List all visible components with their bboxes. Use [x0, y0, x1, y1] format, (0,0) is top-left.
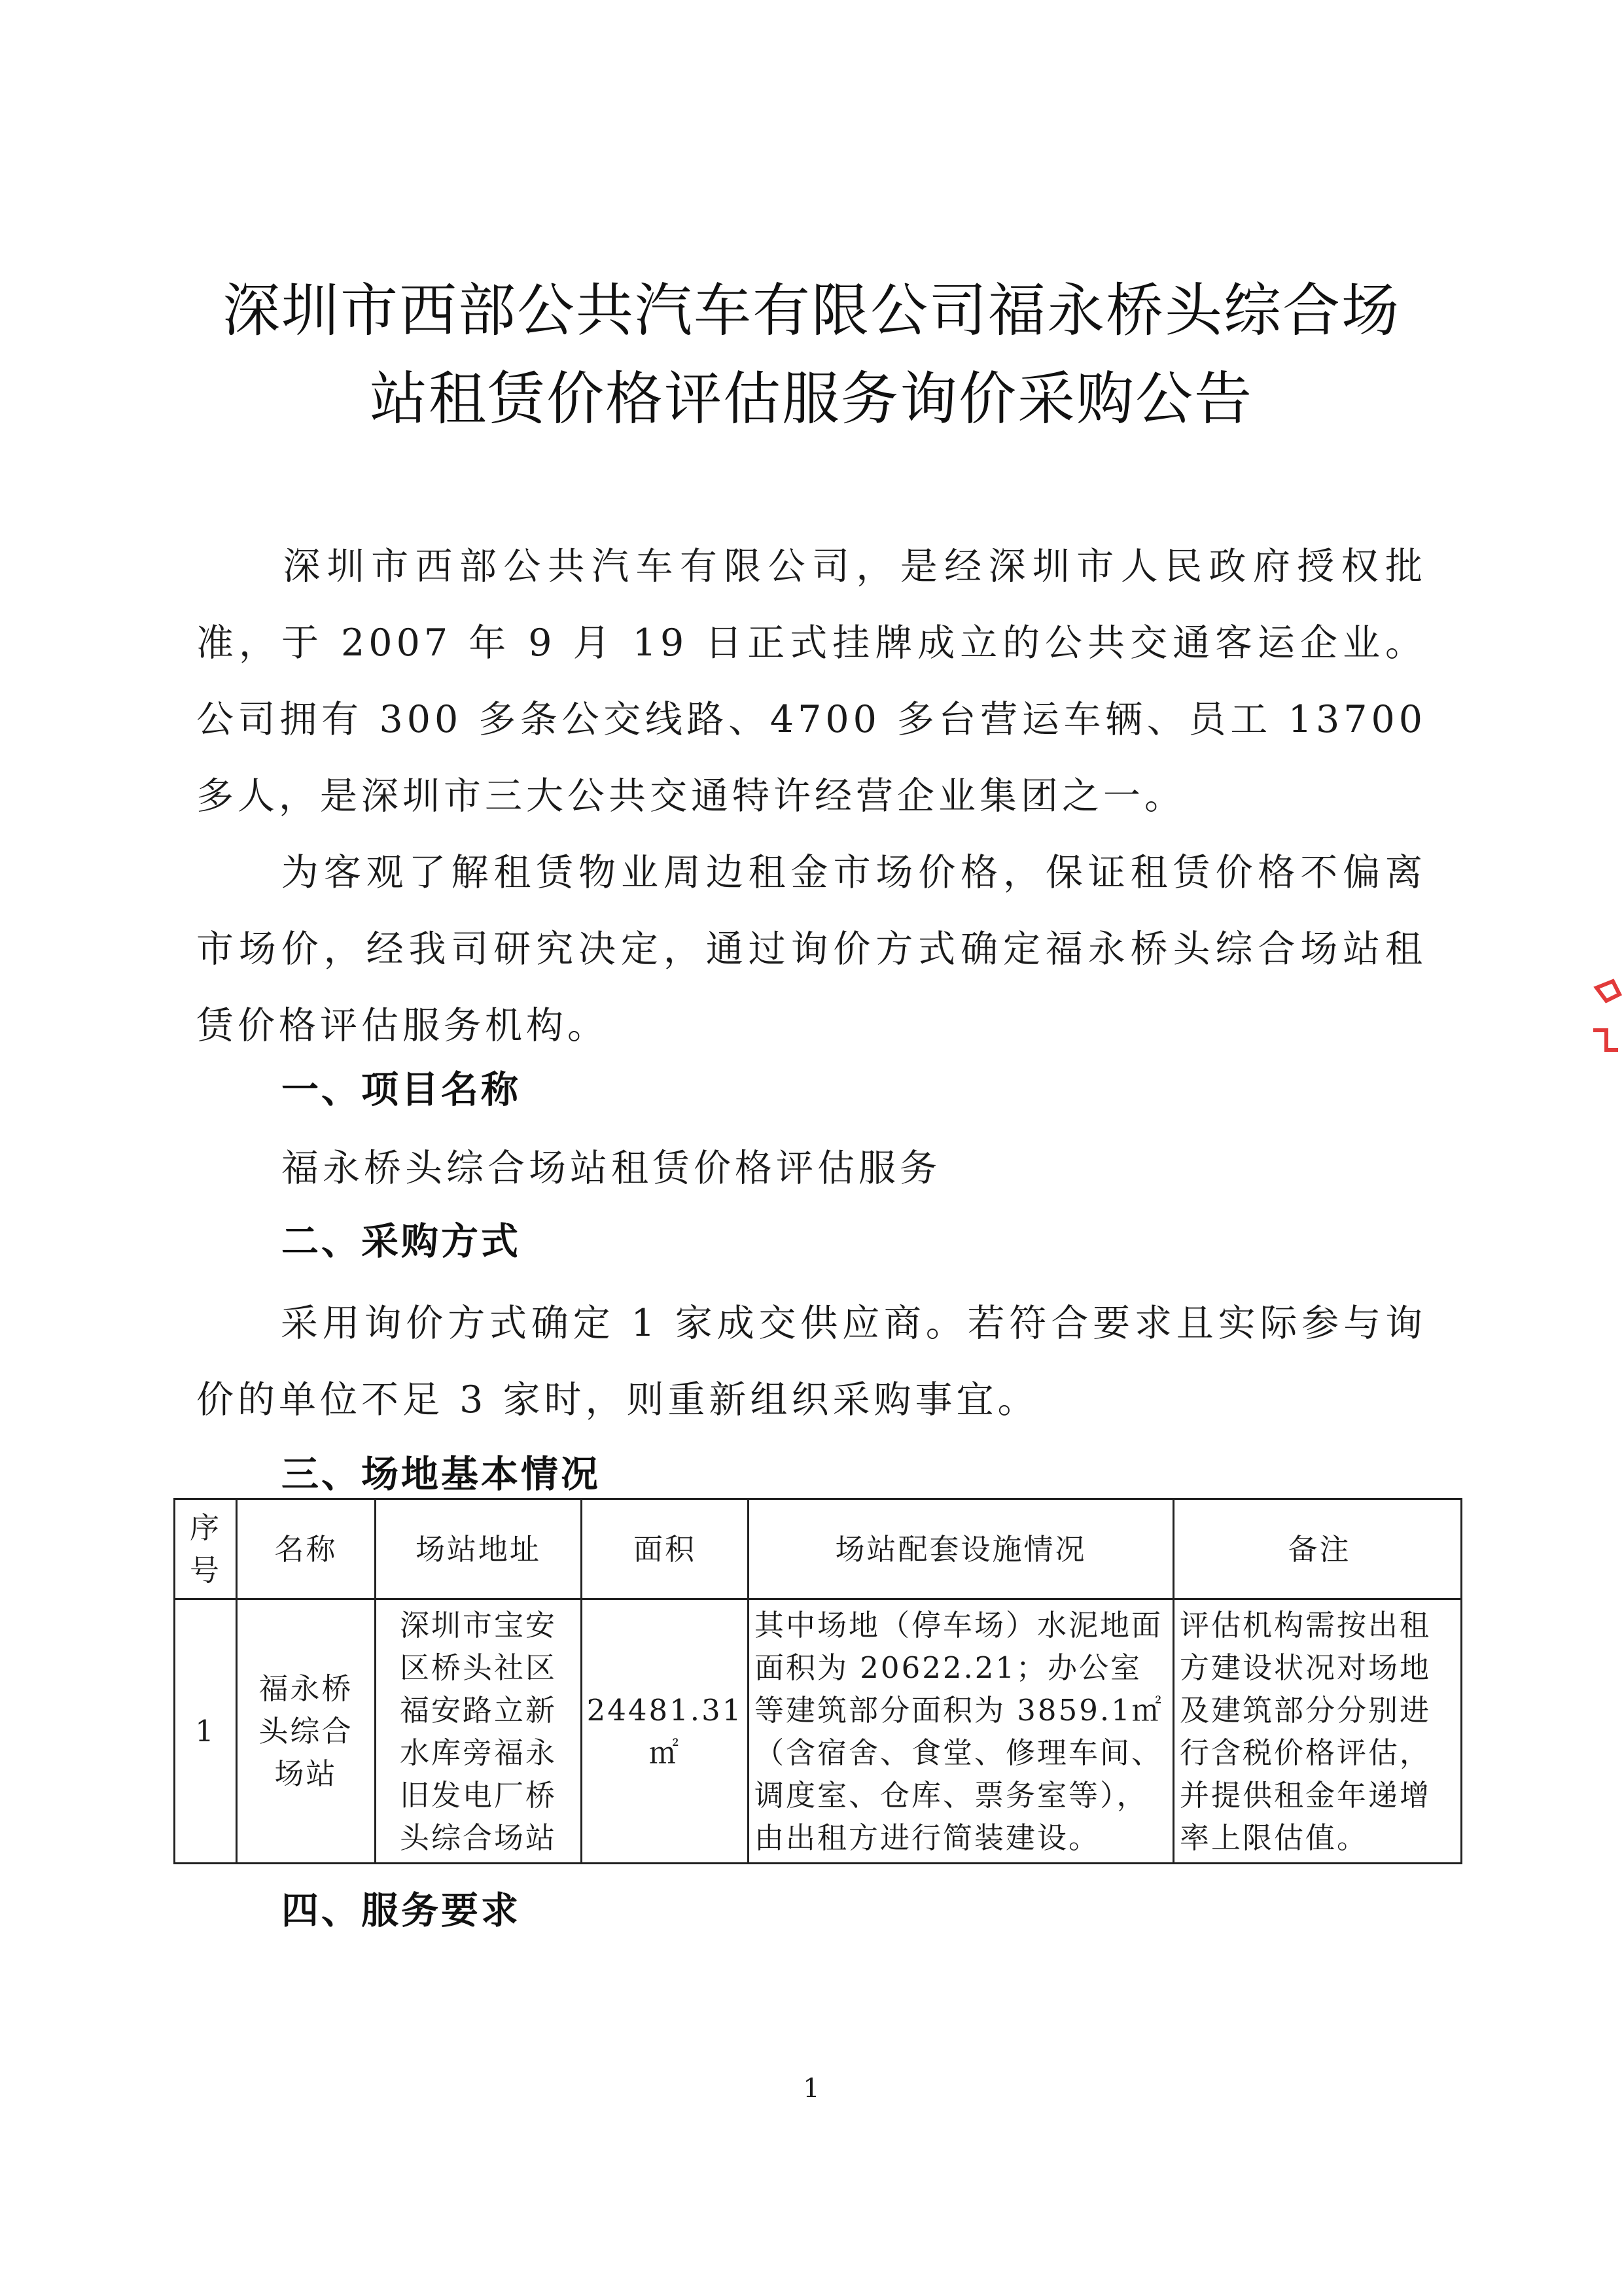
page-number: 1 [803, 2074, 821, 2104]
table-row [175, 1598, 1460, 1864]
document-title-line1: 深圳市西部公共汽车有限公司福永桥头综合场 [222, 277, 1400, 344]
procurement-method-paragraph [196, 1285, 1426, 1438]
purpose-paragraph [196, 835, 1426, 1064]
section-heading-procurement-method: 二、采购方式 [281, 1220, 521, 1263]
table-header-row [175, 1500, 1460, 1600]
red-seal-stamp [1557, 916, 1624, 1112]
header-facilities: 场站配套设施情况 [749, 1500, 1174, 1598]
document-title-line2: 站租赁价格评估服务询价采购公告 [369, 365, 1253, 432]
seal-mark-upper [1597, 981, 1619, 1001]
cell-facilities: 其中场地（停车场）水泥地面面积为 20622.21；办公室等建筑部分面积为 3859.1㎡（含宿舍、食堂、修理车间、调度室、仓库、票务室等），由出租方进行简装建设。 [749, 1598, 1174, 1864]
intro-paragraph [196, 529, 1426, 835]
section-heading-service-requirements: 四、服务要求 [281, 1889, 521, 1932]
procurement-method-text: 采用询价方式确定 1 家成交供应商。若符合要求且实际参与询价的单位不足 3 家时，则重新组织采购事宜。 [196, 1302, 1426, 1421]
section-heading-site-info: 三、场地基本情况 [281, 1453, 601, 1496]
project-name-text: 福永桥头综合场站租赁价格评估服务 [281, 1147, 941, 1190]
cell-address: 深圳市宝安 区桥头社区 福安路立新 水库旁福永 旧发电厂桥 头综合场站 [376, 1598, 582, 1864]
intro-text: 深圳市西部公共汽车有限公司，是经深圳市人民政府授权批准，于 2007 年 9 月 19 日正式挂牌成立的公共交通客运企业。公司拥有 300 多条公交线路、4700 多台营运车辆、员工 13700 多人，是深圳市三大公共交通特许经营企业集团之一。 [196, 545, 1426, 818]
header-name: 名称 [238, 1500, 376, 1598]
header-area: 面积 [582, 1500, 749, 1598]
cell-remarks: 评估机构需按出租方建设状况对场地及建筑部分分别进行含税价格评估，并提供租金年递增率上限估值。 [1180, 1607, 1432, 1855]
cell-area: 24481.31 ㎡ [582, 1598, 749, 1864]
seal-mark-lower [1593, 1030, 1618, 1050]
site-info-table [173, 1498, 1462, 1864]
cell-no: 1 [175, 1598, 238, 1864]
purpose-text: 为客观了解租赁物业周边租金市场价格，保证租赁价格不偏离市场价，经我司研究决定，通过询价方式确定福永桥头综合场站租赁价格评估服务机构。 [196, 851, 1426, 1047]
header-remarks: 备注 [1288, 1531, 1351, 1567]
cell-name: 福永桥 头综合 场站 [238, 1598, 376, 1864]
header-address: 场站地址 [376, 1500, 582, 1598]
header-no: 序 号 [175, 1500, 238, 1598]
section-heading-project-name: 一、项目名称 [281, 1068, 521, 1111]
